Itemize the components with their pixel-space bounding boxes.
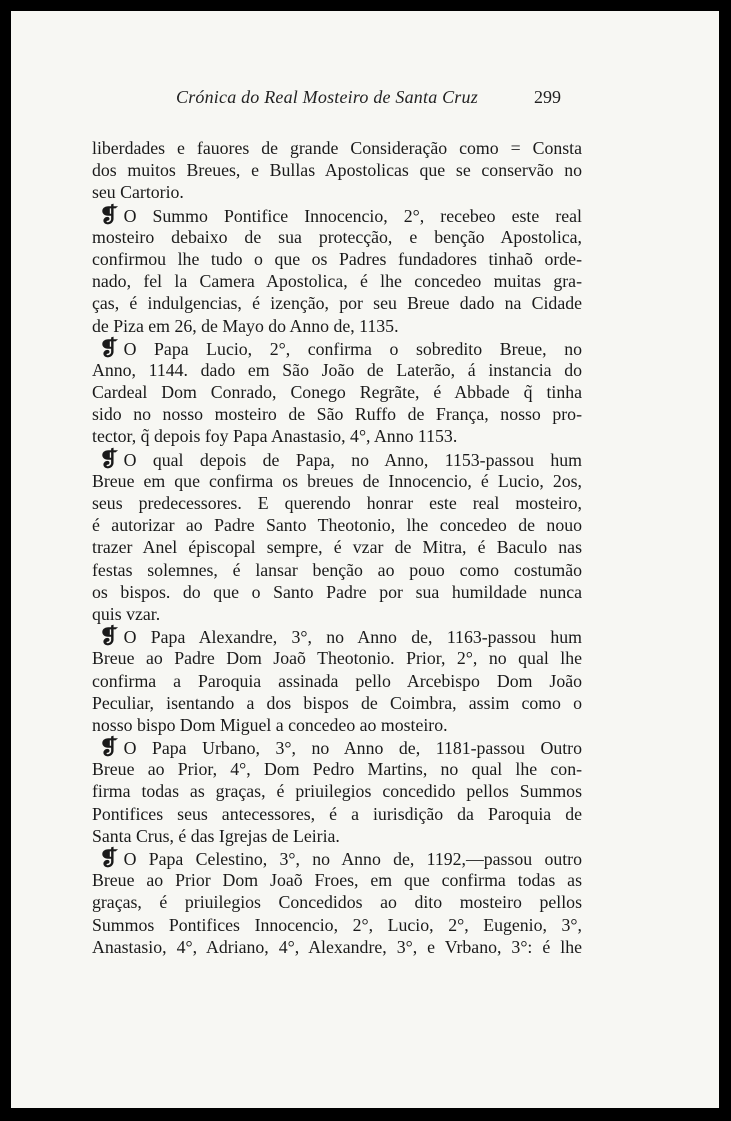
text-line: Breue ao Prior Dom Joaõ Froes, em que confirma todas as: [92, 870, 582, 891]
line-text: O Papa Urbano, 3°, no Anno de, 1181-passou Outro: [123, 738, 582, 759]
body-text: [92, 137, 582, 958]
text-line: festas solemnes, é lansar benção ao pouo como costumão: [92, 559, 582, 580]
text-line: dos muitos Breues, e Bullas Apostolicas que se conservão no: [92, 160, 582, 181]
text-line: seu Cartorio.: [92, 182, 184, 203]
text-line: confirma a Paroquia assinada pello Arcebispo Dom João: [92, 670, 582, 691]
paragraph: [92, 736, 582, 847]
text-line: Breue em que confirma os breues de Innocencio, é Lucio, 2os,: [92, 470, 582, 491]
text-line: Peculiar, isentando a dos bispos de Coimbra, assim como o: [92, 692, 582, 713]
paragraph: [92, 137, 582, 204]
text-line: firma todas as graças, é priuilegios concedido pellos Summos: [92, 781, 582, 802]
text-line: [92, 204, 582, 226]
text-line: Santa Crus, é das Igrejas de Leiria.: [92, 825, 340, 846]
text-line: graças, é priuilegios Concedidos ao dito mosteiro pellos: [92, 892, 582, 913]
paragraph: [92, 448, 582, 626]
running-title: Crónica do Real Mosteiro de Santa Cruz: [176, 87, 478, 107]
text-line: Breue ao Prior, 4°, Dom Pedro Martins, no qual lhe con-: [92, 759, 582, 780]
text-line: de Piza em 26, de Mayo do Anno de, 1135.: [92, 315, 399, 336]
page-header: [11, 87, 719, 117]
paragraph: [92, 625, 582, 736]
paragraph-mark-icon: ❡: [99, 335, 119, 360]
text-line: os bispos. do que o Santo Padre por sua humildade nunca: [92, 581, 582, 602]
text-line: sido no nosso mosteiro de São Ruffo de França, nosso pro-: [92, 404, 582, 425]
paragraph-mark-icon: ❡: [99, 846, 119, 870]
line-text: O qual depois de Papa, no Anno, 1153-passou hum: [123, 449, 582, 470]
paragraph-mark-icon: ❡: [99, 735, 119, 760]
text-line: liberdades e fauores de grande Consideração como = Consta: [92, 138, 582, 158]
line-text: O Papa Celestino, 3°, no Anno de, 1192,—passou outro: [123, 849, 582, 869]
paragraph-mark-icon: ❡: [99, 202, 119, 227]
text-line: [92, 337, 582, 359]
text-line: [92, 736, 582, 758]
text-line: nado, fel la Camera Apostolica, é lhe concedeo muitas gra-: [92, 271, 582, 292]
line-text: O Summo Pontifice Innocencio, 2°, recebeo este real: [123, 205, 582, 226]
paragraph-mark-icon: ❡: [99, 446, 119, 471]
text-line: mosteiro debaixo de sua protecção, e benção Apostolica,: [92, 226, 582, 247]
text-line: confirmou lhe tudo o que os Padres fundadores tinhaõ orde-: [92, 248, 582, 269]
text-line: seus predecessores. E querendo honrar este real mosteiro,: [92, 493, 582, 513]
paragraph-mark-icon: ❡: [99, 624, 119, 649]
text-line: [92, 448, 582, 470]
line-text: O Papa Lucio, 2°, confirma o sobredito Breue, no: [123, 338, 582, 359]
page-number: 299: [534, 87, 561, 107]
text-line: [92, 625, 582, 647]
text-line: quis vzar.: [92, 603, 161, 624]
paragraph: [92, 847, 582, 958]
text-line: tector, q̃ depois foy Papa Anastasio, 4°, Anno 1153.: [92, 426, 458, 447]
text-line: Anno, 1144. dado em São João de Laterão, á instancia do: [92, 359, 582, 380]
text-line: é autorizar ao Padre Santo Theotonio, lhe concedeo de nouo: [92, 515, 582, 536]
text-line: ças, é indulgencias, é izenção, por seu Breue dado na Cidade: [92, 293, 582, 314]
text-line: [92, 847, 582, 869]
text-line: nosso bispo Dom Miguel a concedeo ao mosteiro.: [92, 714, 448, 735]
book-page: [11, 11, 719, 1108]
paragraph: [92, 204, 582, 337]
text-line: Summos Pontifices Innocencio, 2°, Lucio, 2°, Eugenio, 3°,: [92, 914, 582, 935]
text-line: trazer Anel épiscopal sempre, é vzar de Mitra, é Baculo nas: [92, 537, 582, 558]
text-line: Anastasio, 4°, Adriano, 4°, Alexandre, 3°, e Vrbano, 3°: é lhe: [92, 936, 582, 957]
paragraph: [92, 337, 582, 448]
text-line: Pontifices seus antecessores, é a iurisdição da Paroquia de: [92, 803, 582, 824]
line-text: O Papa Alexandre, 3°, no Anno de, 1163-passou hum: [123, 627, 582, 648]
text-line: Cardeal Dom Conrado, Conego Regrãte, é Abbade q̃ tinha: [92, 382, 582, 403]
text-line: Breue ao Padre Dom Joaõ Theotonio. Prior, 2°, no qual lhe: [92, 648, 582, 669]
